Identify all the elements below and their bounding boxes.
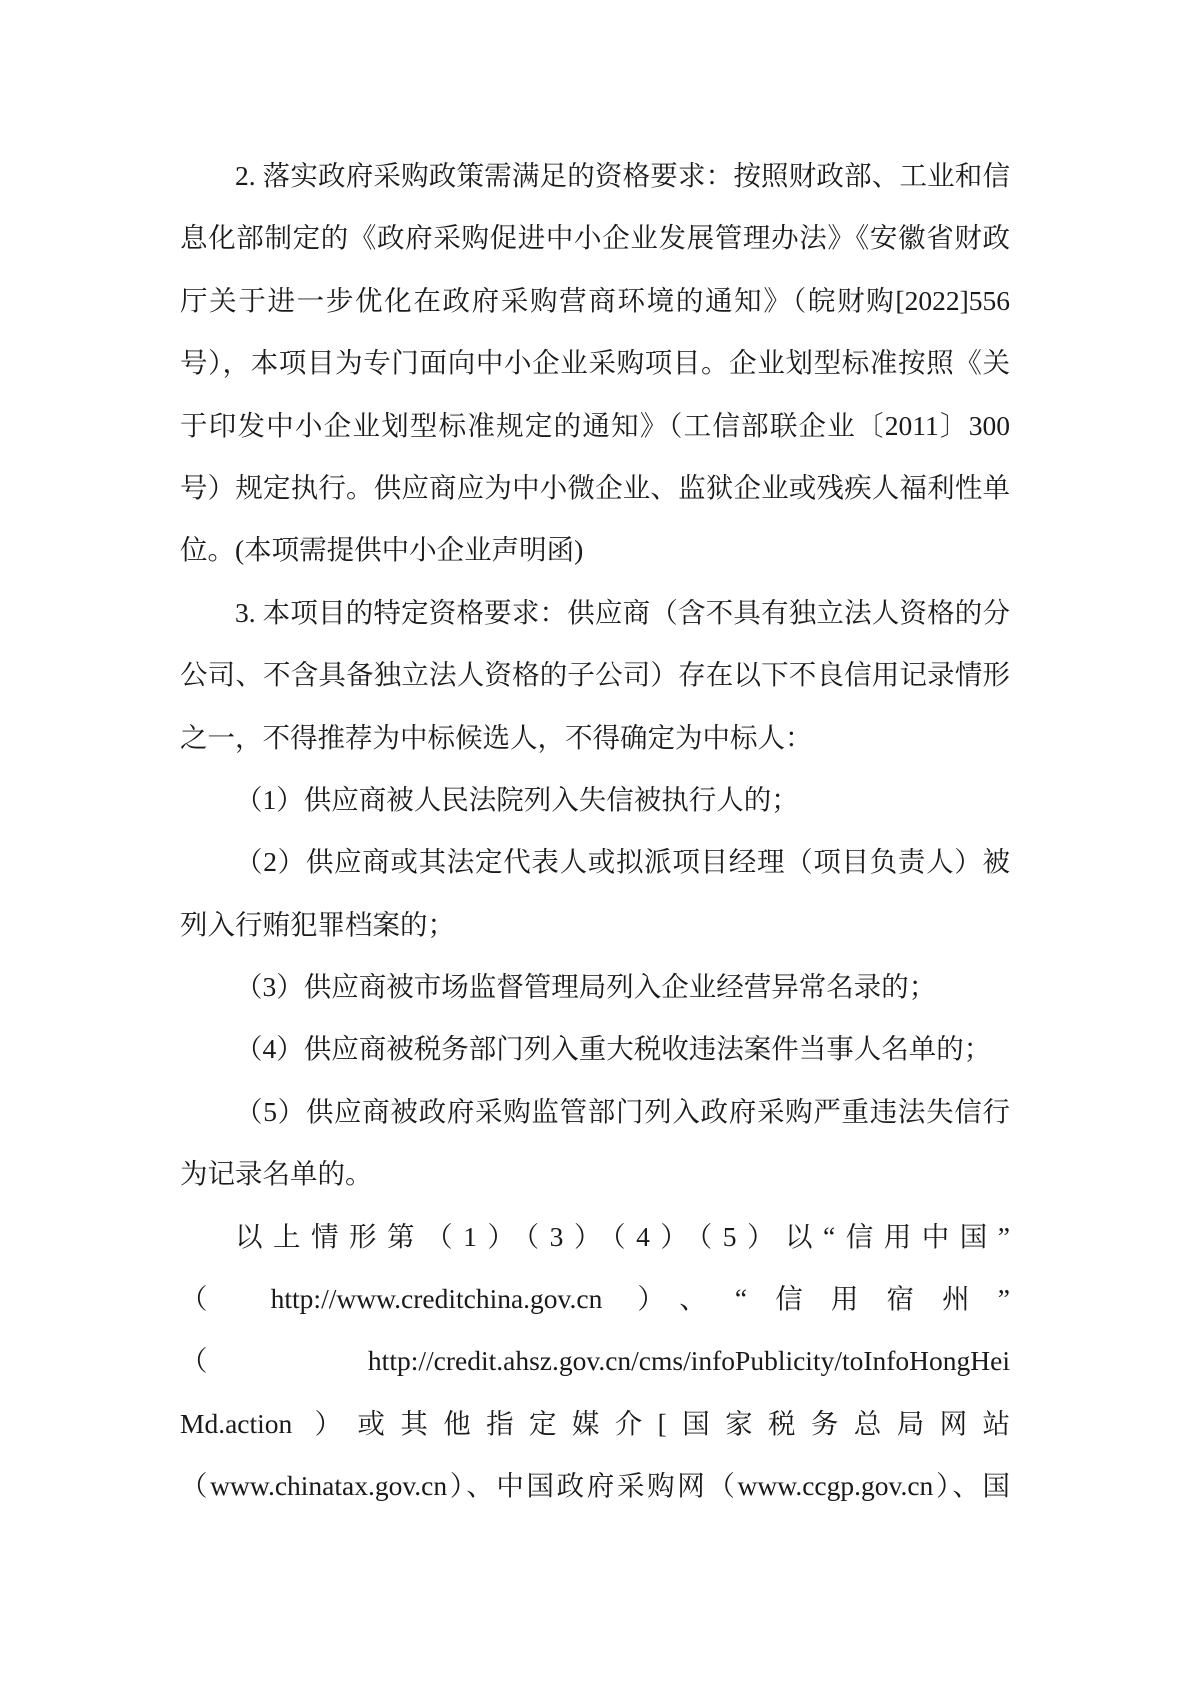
text-line: （www.chinatax.gov.cn）、中国政府采购网（www.ccgp.gov.cn）、国 xyxy=(180,1470,1010,1502)
paragraph-specific-qualification xyxy=(180,582,1010,769)
text-line: （2）供应商或其法定代表人或拟派项目经理（项目负责人）被 xyxy=(235,846,1010,878)
text-line: （1）供应商被人民法院列入失信被执行人的； xyxy=(235,783,799,815)
text-line: 厅关于进一步优化在政府采购营商环境的通知》（皖财购[2022]556 xyxy=(180,284,1010,316)
text-line: （http://credit.ahsz.gov.cn/cms/infoPublicity/toInfoHongHei xyxy=(180,1345,1010,1377)
paragraph-item-3 xyxy=(180,956,1010,1018)
text-line: （5）供应商被政府采购监管部门列入政府采购严重违法失信行 xyxy=(235,1095,1010,1127)
text-line: （4）供应商被税务部门列入重大税收违法案件当事人名单的； xyxy=(235,1033,992,1065)
text-line: 息化部制定的《政府采购促进中小企业发展管理办法》《安徽省财政 xyxy=(180,222,1010,254)
text-line: （3）供应商被市场监督管理局列入企业经营异常名录的； xyxy=(235,971,937,1003)
paragraph-item-1 xyxy=(180,769,1010,831)
paragraph-credit-check-media xyxy=(180,1206,1010,1518)
paragraph-item-5 xyxy=(180,1081,1010,1206)
document-body xyxy=(180,145,1010,1518)
text-line: 2. 落实政府采购政策需满足的资格要求：按照财政部、工业和信 xyxy=(235,160,1010,191)
text-line: Md.action ）或其他指定媒介[国家税务总局网站 xyxy=(180,1407,1010,1439)
text-line: 号）规定执行。供应商应为中小微企业、监狱企业或残疾人福利性单 xyxy=(180,471,1010,503)
paragraph-policy-qualification xyxy=(180,145,1010,582)
text-line: 列入行贿犯罪档案的； xyxy=(180,908,455,940)
text-line: 于印发中小企业划型标准规定的通知》（工信部联企业〔2011〕300 xyxy=(180,409,1010,441)
text-line: 为记录名单的。 xyxy=(180,1158,373,1190)
text-line: 之一，不得推荐为中标候选人，不得确定为中标人： xyxy=(180,721,813,753)
text-line: 3. 本项目的特定资格要求：供应商（含不具有独立法人资格的分 xyxy=(235,596,1010,628)
text-line: 以上情形第（1）（3）（4）（5）以“信用中国” xyxy=(235,1220,1010,1252)
text-line: 位。(本项需提供中小企业声明函) xyxy=(180,534,584,566)
text-line: 号），本项目为专门面向中小企业采购项目。企业划型标准按照《关 xyxy=(180,347,1010,379)
paragraph-item-4 xyxy=(180,1018,1010,1080)
text-line: 公司、不含具备独立法人资格的子公司）存在以下不良信用记录情形 xyxy=(180,659,1010,691)
text-line: （ http://www.creditchina.gov.cn ）、“信用宿州” xyxy=(180,1283,1010,1315)
paragraph-item-2 xyxy=(180,831,1010,956)
